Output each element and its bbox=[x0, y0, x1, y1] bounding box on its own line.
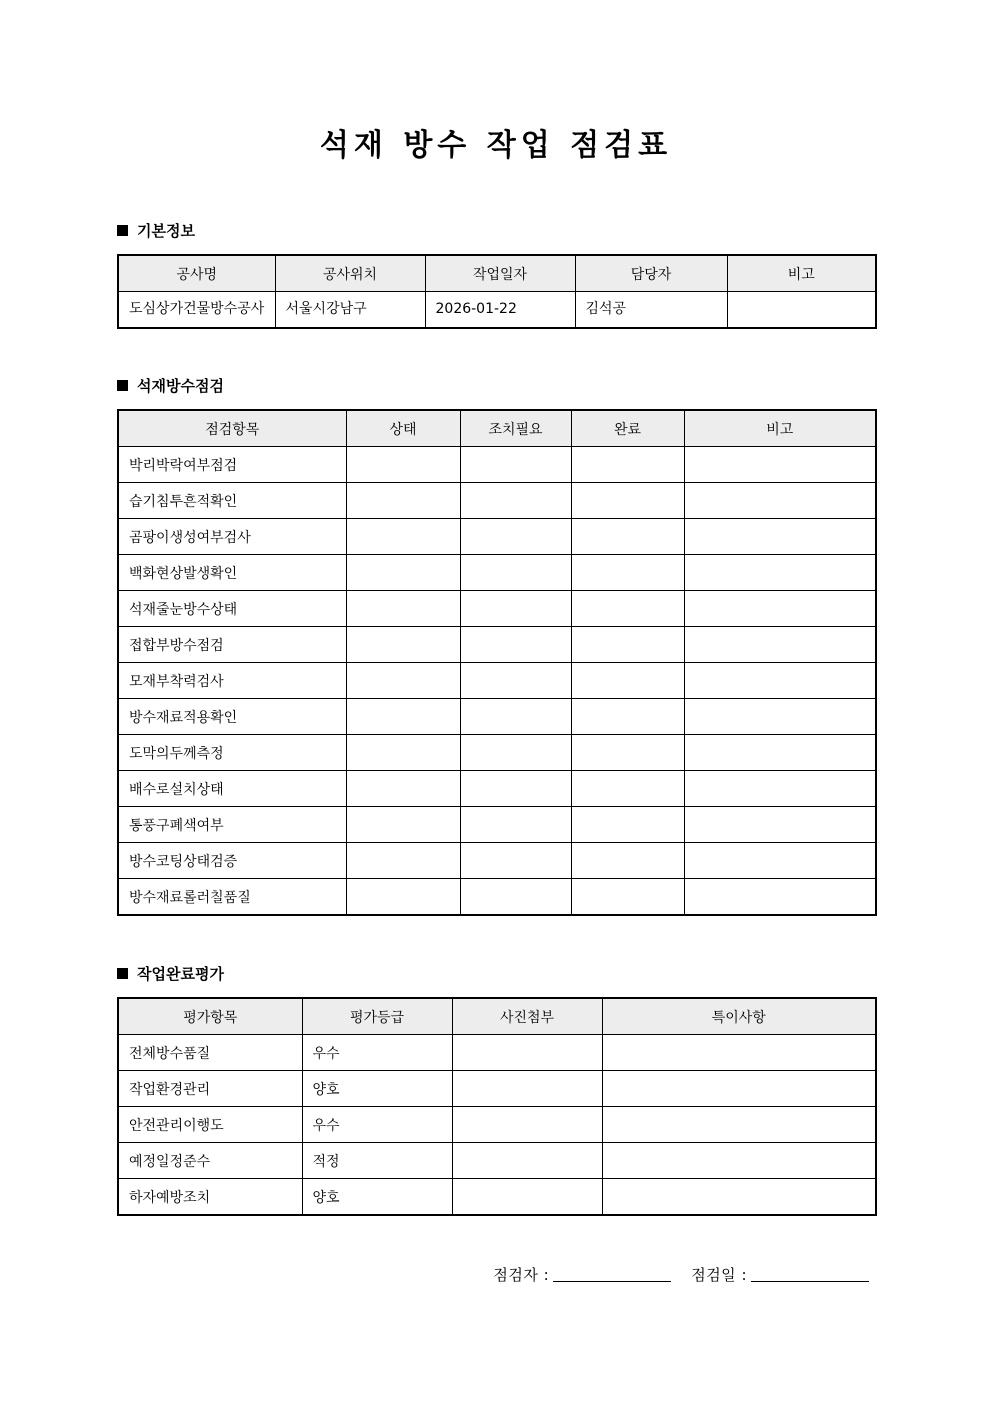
cell-remark[interactable] bbox=[684, 879, 876, 916]
cell-remark[interactable] bbox=[684, 519, 876, 555]
cell-completed[interactable] bbox=[571, 447, 684, 483]
cell-action-required[interactable] bbox=[460, 843, 571, 879]
section-heading-work-completion-evaluation bbox=[117, 963, 875, 984]
cell-photo-attachment[interactable] bbox=[452, 1179, 602, 1216]
cell-evaluation-item[interactable]: 예정일정준수 bbox=[118, 1143, 302, 1179]
cell-state[interactable] bbox=[346, 519, 460, 555]
table-row bbox=[118, 735, 876, 771]
basic-info-table bbox=[117, 254, 877, 329]
signature-footer bbox=[117, 1264, 875, 1285]
column-header-special-notes: 특이사항 bbox=[602, 998, 876, 1035]
column-header-evaluation-grade: 평가등급 bbox=[302, 998, 452, 1035]
cell-state[interactable] bbox=[346, 843, 460, 879]
cell-evaluation-item[interactable]: 하자예방조치 bbox=[118, 1179, 302, 1216]
cell-state[interactable] bbox=[346, 699, 460, 735]
table-row bbox=[118, 807, 876, 843]
table-row bbox=[118, 292, 876, 329]
cell-state[interactable] bbox=[346, 447, 460, 483]
table-row bbox=[118, 627, 876, 663]
cell-inspection-item[interactable]: 곰팡이생성여부검사 bbox=[118, 519, 346, 555]
cell-inspection-item[interactable]: 접합부방수점검 bbox=[118, 627, 346, 663]
cell-state[interactable] bbox=[346, 735, 460, 771]
cell-completed[interactable] bbox=[571, 735, 684, 771]
cell-completed[interactable] bbox=[571, 555, 684, 591]
cell-state[interactable] bbox=[346, 771, 460, 807]
cell-completed[interactable] bbox=[571, 627, 684, 663]
table-row bbox=[118, 1071, 876, 1107]
table-row bbox=[118, 843, 876, 879]
column-header-photo-attachment: 사진첨부 bbox=[452, 998, 602, 1035]
cell-state[interactable] bbox=[346, 807, 460, 843]
cell-completed[interactable] bbox=[571, 771, 684, 807]
table-row bbox=[118, 519, 876, 555]
cell-completed[interactable] bbox=[571, 843, 684, 879]
column-header-project-name: 공사명 bbox=[118, 255, 275, 292]
cell-state[interactable] bbox=[346, 555, 460, 591]
cell-completed[interactable] bbox=[571, 591, 684, 627]
column-header-remark: 비고 bbox=[727, 255, 876, 292]
cell-state[interactable] bbox=[346, 663, 460, 699]
evaluation-table bbox=[117, 997, 877, 1216]
cell-inspection-item[interactable]: 방수코팅상태검증 bbox=[118, 843, 346, 879]
cell-action-required[interactable] bbox=[460, 771, 571, 807]
cell-completed[interactable] bbox=[571, 663, 684, 699]
inspector-signature-field[interactable] bbox=[553, 1281, 671, 1282]
cell-manager[interactable]: 김석공 bbox=[575, 292, 727, 329]
cell-special-notes[interactable] bbox=[602, 1035, 876, 1071]
cell-evaluation-grade[interactable]: 양호 bbox=[302, 1179, 452, 1216]
cell-action-required[interactable] bbox=[460, 519, 571, 555]
cell-remark[interactable] bbox=[684, 627, 876, 663]
cell-evaluation-item[interactable]: 작업환경관리 bbox=[118, 1071, 302, 1107]
column-header-manager: 담당자 bbox=[575, 255, 727, 292]
cell-special-notes[interactable] bbox=[602, 1107, 876, 1143]
cell-evaluation-item[interactable]: 안전관리이행도 bbox=[118, 1107, 302, 1143]
cell-inspection-item[interactable]: 습기침투흔적확인 bbox=[118, 483, 346, 519]
cell-photo-attachment[interactable] bbox=[452, 1107, 602, 1143]
cell-state[interactable] bbox=[346, 591, 460, 627]
page-title: 석재 방수 작업 점검표 bbox=[319, 128, 673, 163]
column-header-action-required: 조치필요 bbox=[460, 410, 571, 447]
cell-action-required[interactable] bbox=[460, 807, 571, 843]
cell-inspection-item[interactable]: 모재부착력검사 bbox=[118, 663, 346, 699]
cell-evaluation-grade[interactable]: 양호 bbox=[302, 1071, 452, 1107]
table-row bbox=[118, 699, 876, 735]
table-row bbox=[118, 591, 876, 627]
cell-completed[interactable] bbox=[571, 519, 684, 555]
cell-state[interactable] bbox=[346, 483, 460, 519]
cell-remark[interactable] bbox=[684, 699, 876, 735]
cell-photo-attachment[interactable] bbox=[452, 1143, 602, 1179]
cell-special-notes[interactable] bbox=[602, 1179, 876, 1216]
cell-action-required[interactable] bbox=[460, 591, 571, 627]
cell-project-location[interactable]: 서울시강남구 bbox=[275, 292, 425, 329]
table-row bbox=[118, 1035, 876, 1071]
cell-evaluation-item[interactable]: 전체방수품질 bbox=[118, 1035, 302, 1071]
cell-inspection-item[interactable]: 방수재료롤러칠품질 bbox=[118, 879, 346, 916]
cell-project-name[interactable]: 도심상가건물방수공사 bbox=[118, 292, 275, 329]
cell-inspection-item[interactable]: 배수로설치상태 bbox=[118, 771, 346, 807]
column-header-state: 상태 bbox=[346, 410, 460, 447]
cell-inspection-item[interactable]: 방수재료적용확인 bbox=[118, 699, 346, 735]
cell-action-required[interactable] bbox=[460, 735, 571, 771]
inspection-date-label: 점검일 : bbox=[691, 1266, 747, 1284]
table-header-row bbox=[118, 255, 876, 292]
cell-completed[interactable] bbox=[571, 807, 684, 843]
cell-remark[interactable] bbox=[684, 807, 876, 843]
cell-evaluation-grade[interactable]: 우수 bbox=[302, 1035, 452, 1071]
section-heading-label: 작업완료평가 bbox=[137, 965, 224, 983]
table-header-row bbox=[118, 410, 876, 447]
column-header-work-date: 작업일자 bbox=[425, 255, 575, 292]
cell-evaluation-grade[interactable]: 우수 bbox=[302, 1107, 452, 1143]
cell-special-notes[interactable] bbox=[602, 1071, 876, 1107]
cell-inspection-item[interactable]: 백화현상발생확인 bbox=[118, 555, 346, 591]
table-header-row bbox=[118, 998, 876, 1035]
square-bullet-icon bbox=[117, 968, 128, 979]
column-header-inspection-item: 점검항목 bbox=[118, 410, 346, 447]
cell-remark[interactable] bbox=[684, 663, 876, 699]
table-row bbox=[118, 771, 876, 807]
cell-action-required[interactable] bbox=[460, 627, 571, 663]
cell-state[interactable] bbox=[346, 627, 460, 663]
inspection-table bbox=[117, 409, 877, 916]
cell-remark[interactable] bbox=[684, 555, 876, 591]
square-bullet-icon bbox=[117, 380, 128, 391]
inspection-date-field[interactable] bbox=[751, 1281, 869, 1282]
column-header-remark: 비고 bbox=[684, 410, 876, 447]
cell-remark[interactable] bbox=[727, 292, 876, 329]
column-header-completed: 완료 bbox=[571, 410, 684, 447]
cell-inspection-item[interactable]: 통풍구폐색여부 bbox=[118, 807, 346, 843]
section-heading-label: 기본정보 bbox=[137, 222, 195, 240]
cell-action-required[interactable] bbox=[460, 447, 571, 483]
cell-completed[interactable] bbox=[571, 879, 684, 916]
table-row bbox=[118, 447, 876, 483]
cell-photo-attachment[interactable] bbox=[452, 1071, 602, 1107]
table-row bbox=[118, 879, 876, 916]
cell-evaluation-grade[interactable]: 적정 bbox=[302, 1143, 452, 1179]
cell-remark[interactable] bbox=[684, 447, 876, 483]
cell-inspection-item[interactable]: 박리박락여부점검 bbox=[118, 447, 346, 483]
table-row bbox=[118, 1143, 876, 1179]
cell-action-required[interactable] bbox=[460, 879, 571, 916]
square-bullet-icon bbox=[117, 225, 128, 236]
cell-completed[interactable] bbox=[571, 483, 684, 519]
cell-inspection-item[interactable]: 석재줄눈방수상태 bbox=[118, 591, 346, 627]
cell-inspection-item[interactable]: 도막의두께측정 bbox=[118, 735, 346, 771]
section-heading-label: 석재방수점검 bbox=[137, 377, 224, 395]
cell-action-required[interactable] bbox=[460, 663, 571, 699]
table-row bbox=[118, 555, 876, 591]
cell-action-required[interactable] bbox=[460, 483, 571, 519]
cell-action-required[interactable] bbox=[460, 699, 571, 735]
table-row bbox=[118, 1179, 876, 1216]
table-row bbox=[118, 483, 876, 519]
cell-work-date[interactable]: 2026-01-22 bbox=[425, 292, 575, 329]
column-header-project-location: 공사위치 bbox=[275, 255, 425, 292]
table-row bbox=[118, 663, 876, 699]
inspector-label: 점검자 : bbox=[493, 1266, 550, 1284]
cell-completed[interactable] bbox=[571, 699, 684, 735]
cell-special-notes[interactable] bbox=[602, 1143, 876, 1179]
cell-remark[interactable] bbox=[684, 843, 876, 879]
cell-remark[interactable] bbox=[684, 771, 876, 807]
column-header-evaluation-item: 평가항목 bbox=[118, 998, 302, 1035]
cell-state[interactable] bbox=[346, 879, 460, 916]
section-heading-stone-waterproof-inspection bbox=[117, 375, 875, 396]
cell-action-required[interactable] bbox=[460, 555, 571, 591]
section-heading-basic-info bbox=[117, 220, 875, 241]
cell-photo-attachment[interactable] bbox=[452, 1035, 602, 1071]
table-row bbox=[118, 1107, 876, 1143]
cell-remark[interactable] bbox=[684, 483, 876, 519]
cell-remark[interactable] bbox=[684, 735, 876, 771]
cell-remark[interactable] bbox=[684, 591, 876, 627]
